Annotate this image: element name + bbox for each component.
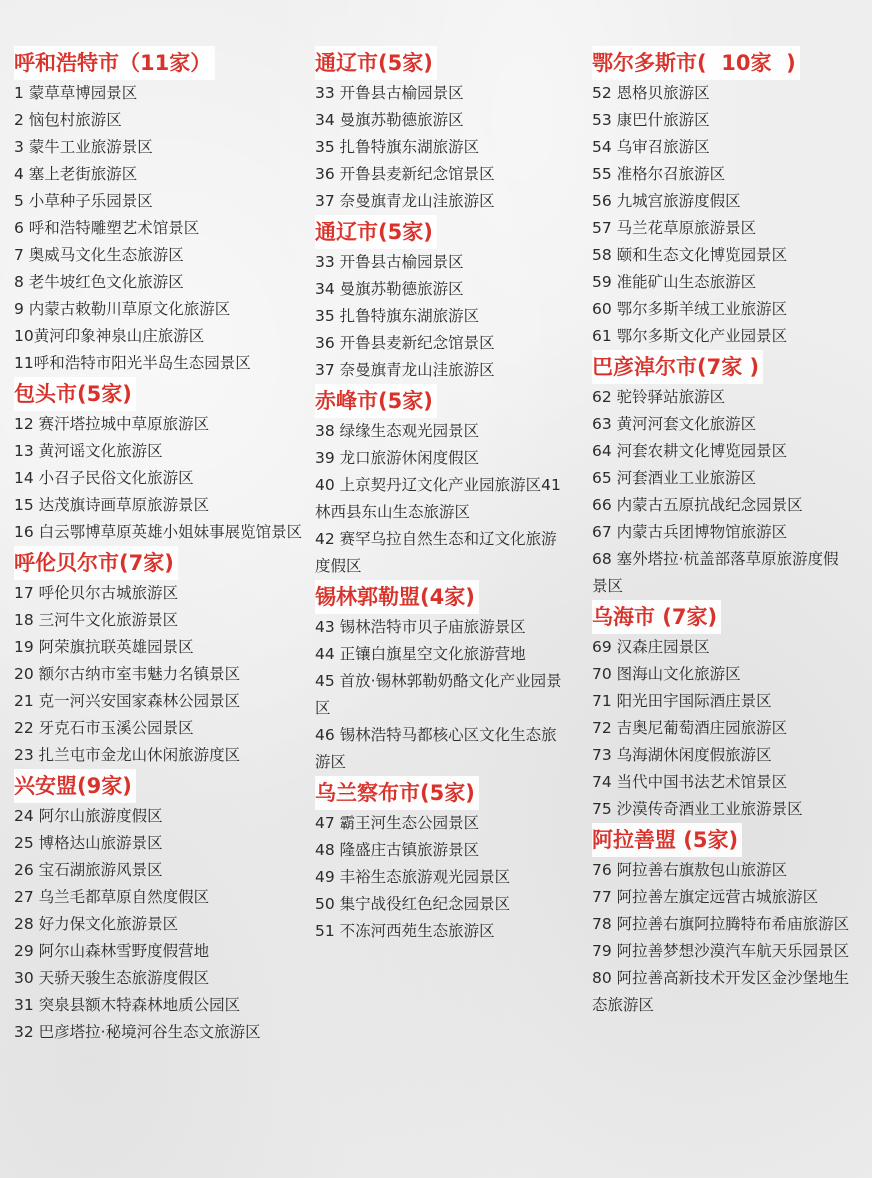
scenic-area-item: 47 霸王河生态公园景区 <box>315 814 480 832</box>
region-title: 乌海市 (7家) <box>592 600 721 634</box>
column-3 <box>592 46 852 1019</box>
region-title: 阿拉善盟 (5家) <box>592 823 742 857</box>
region-title: 包头市(5家) <box>14 377 136 411</box>
scenic-area-item: 75 沙漠传奇酒业工业旅游景区 <box>592 800 803 818</box>
scenic-area-item: 25 博格达山旅游景区 <box>14 834 163 852</box>
region-section <box>315 215 570 384</box>
scenic-area-item: 5 小草种子乐园景区 <box>14 192 153 210</box>
scenic-area-item: 24 阿尔山旅游度假区 <box>14 807 163 825</box>
scenic-area-item: 59 准能矿山生态旅游区 <box>592 273 757 291</box>
scenic-area-item: 20 额尔古纳市室韦魅力名镇景区 <box>14 665 241 683</box>
region-section <box>592 823 852 1019</box>
region-heading <box>14 546 304 580</box>
scenic-area-item: 43 锡林浩特市贝子庙旅游景区 <box>315 618 526 636</box>
scenic-area-item: 16 白云鄂博草原英雄小姐妹事展览馆景区 <box>14 523 303 541</box>
region-heading <box>592 823 852 857</box>
scenic-area-item: 30 天骄天骏生态旅游度假区 <box>14 969 210 987</box>
scenic-area-item: 33 开鲁县古榆园景区 <box>315 253 464 271</box>
scenic-area-item: 36 开鲁县麦新纪念馆景区 <box>315 165 495 183</box>
region-title: 通辽市(5家) <box>315 215 437 249</box>
region-title: 呼伦贝尔市(7家) <box>14 546 178 580</box>
region-title: 巴彦淖尔市(7家 ) <box>592 350 763 384</box>
scenic-area-item: 35 扎鲁特旗东湖旅游区 <box>315 138 480 156</box>
scenic-area-item: 9 内蒙古敕勒川草原文化旅游区 <box>14 300 231 318</box>
region-heading <box>592 600 852 634</box>
scenic-area-item: 34 曼旗苏勒德旅游区 <box>315 280 464 298</box>
region-heading <box>592 350 852 384</box>
scenic-area-item: 18 三河牛文化旅游景区 <box>14 611 179 629</box>
region-heading <box>14 46 304 80</box>
scenic-area-item: 57 马兰花草原旅游景区 <box>592 219 757 237</box>
column-2 <box>315 46 570 945</box>
scenic-area-item: 55 准格尔召旅游区 <box>592 165 726 183</box>
region-section <box>14 546 304 769</box>
scenic-area-item: 21 克一河兴安国家森林公园景区 <box>14 692 241 710</box>
scenic-area-item: 11呼和浩特市阳光半岛生态园景区 <box>14 354 251 372</box>
scenic-area-item: 3 蒙牛工业旅游景区 <box>14 138 153 156</box>
scenic-area-item: 79 阿拉善梦想沙漠汽车航天乐园景区 <box>592 942 850 960</box>
scenic-area-item: 28 好力保文化旅游景区 <box>14 915 179 933</box>
scenic-area-item: 8 老牛坡红色文化旅游区 <box>14 273 184 291</box>
region-section <box>315 384 570 580</box>
scenic-area-item: 70 图海山文化旅游区 <box>592 665 741 683</box>
scenic-area-item: 22 牙克石市玉溪公园景区 <box>14 719 194 737</box>
scenic-area-item: 49 丰裕生态旅游观光园景区 <box>315 868 511 886</box>
scenic-area-item: 23 扎兰屯市金龙山休闲旅游度区 <box>14 746 241 764</box>
scenic-area-item: 74 当代中国书法艺术馆景区 <box>592 773 788 791</box>
region-title: 兴安盟(9家) <box>14 769 136 803</box>
scenic-area-item: 39 龙口旅游休闲度假区 <box>315 449 480 467</box>
region-heading <box>315 46 570 80</box>
scenic-area-item: 19 阿荣旗抗联英雄园景区 <box>14 638 194 656</box>
scenic-area-item: 33 开鲁县古榆园景区 <box>315 84 464 102</box>
column-1 <box>14 46 304 1046</box>
region-heading <box>315 215 570 249</box>
scenic-area-item: 2 恼包村旅游区 <box>14 111 122 129</box>
scenic-area-item: 52 恩格贝旅游区 <box>592 84 710 102</box>
scenic-area-item: 1 蒙草草博园景区 <box>14 84 138 102</box>
scenic-area-item: 64 河套农耕文化博览园景区 <box>592 442 788 460</box>
scenic-area-item: 31 突泉县额木特森林地质公园区 <box>14 996 241 1014</box>
region-section <box>315 776 570 945</box>
region-title: 通辽市(5家) <box>315 46 437 80</box>
region-section <box>14 46 304 377</box>
scenic-area-item: 45 首放·锡林郭勒奶酪文化产业园景区 <box>315 672 562 717</box>
scenic-area-item: 15 达茂旗诗画草原旅游景区 <box>14 496 210 514</box>
region-section <box>592 46 852 350</box>
region-title: 乌兰察布市(5家) <box>315 776 479 810</box>
scenic-area-item: 4 塞上老街旅游区 <box>14 165 138 183</box>
scenic-area-item: 65 河套酒业工业旅游区 <box>592 469 757 487</box>
scenic-area-item: 66 内蒙古五原抗战纪念园景区 <box>592 496 803 514</box>
scenic-area-item: 10黄河印象神泉山庄旅游区 <box>14 327 205 345</box>
scenic-area-item: 34 曼旗苏勒德旅游区 <box>315 111 464 129</box>
scenic-area-item: 51 不冻河西苑生态旅游区 <box>315 922 495 940</box>
scenic-area-item: 14 小召子民俗文化旅游区 <box>14 469 194 487</box>
region-title: 赤峰市(5家) <box>315 384 437 418</box>
region-section <box>14 769 304 1046</box>
region-title: 锡林郭勒盟(4家) <box>315 580 479 614</box>
scenic-area-item: 76 阿拉善右旗敖包山旅游区 <box>592 861 788 879</box>
region-section <box>592 600 852 823</box>
scenic-area-item: 62 驼铃驿站旅游区 <box>592 388 726 406</box>
region-title: 鄂尔多斯市( 10家 ) <box>592 46 800 80</box>
scenic-area-item: 35 扎鲁特旗东湖旅游区 <box>315 307 480 325</box>
scenic-area-item: 67 内蒙古兵团博物馆旅游区 <box>592 523 788 541</box>
region-heading <box>315 580 570 614</box>
scenic-area-item: 77 阿拉善左旗定远营古城旅游区 <box>592 888 819 906</box>
scenic-area-item: 37 奈曼旗青龙山洼旅游区 <box>315 361 495 379</box>
scenic-area-item: 32 巴彦塔拉·秘境河谷生态文旅游区 <box>14 1023 261 1041</box>
scenic-area-item: 73 乌海湖休闲度假旅游区 <box>592 746 772 764</box>
scenic-area-item: 61 鄂尔多斯文化产业园景区 <box>592 327 788 345</box>
scenic-area-item: 26 宝石湖旅游风景区 <box>14 861 163 879</box>
scenic-area-item: 17 呼伦贝尔古城旅游区 <box>14 584 179 602</box>
scenic-area-item: 50 集宁战役红色纪念园景区 <box>315 895 511 913</box>
scenic-area-item: 54 乌审召旅游区 <box>592 138 710 156</box>
scenic-area-item: 63 黄河河套文化旅游区 <box>592 415 757 433</box>
scenic-area-item: 29 阿尔山森林雪野度假营地 <box>14 942 210 960</box>
scenic-area-item: 71 阳光田宇国际酒庄景区 <box>592 692 772 710</box>
scenic-area-item: 7 奥威马文化生态旅游区 <box>14 246 184 264</box>
scenic-area-item: 68 塞外塔拉·杭盖部落草原旅游度假景区 <box>592 550 839 595</box>
region-heading <box>315 384 570 418</box>
region-section <box>315 580 570 776</box>
scenic-area-item: 69 汉森庄园景区 <box>592 638 710 656</box>
region-heading <box>14 377 304 411</box>
region-section <box>315 46 570 215</box>
scenic-area-item: 42 赛罕乌拉自然生态和辽文化旅游度假区 <box>315 530 557 575</box>
region-heading <box>592 46 852 80</box>
region-heading <box>14 769 304 803</box>
scenic-area-item: 80 阿拉善高新技术开发区金沙堡地生态旅游区 <box>592 969 850 1014</box>
region-heading <box>315 776 570 810</box>
scenic-area-item: 13 黄河谣文化旅游区 <box>14 442 163 460</box>
scenic-area-item: 48 隆盛庄古镇旅游景区 <box>315 841 480 859</box>
scenic-area-item: 12 赛汗塔拉城中草原旅游区 <box>14 415 210 433</box>
scenic-area-item: 46 锡林浩特马都核心区文化生态旅游区 <box>315 726 557 771</box>
scenic-area-item: 56 九城宫旅游度假区 <box>592 192 741 210</box>
scenic-area-item: 60 鄂尔多斯羊绒工业旅游区 <box>592 300 788 318</box>
region-title: 呼和浩特市（11家） <box>14 46 215 80</box>
scenic-area-item: 78 阿拉善右旗阿拉腾特布希庙旅游区 <box>592 915 850 933</box>
scenic-area-item: 72 吉奥尼葡萄酒庄园旅游区 <box>592 719 788 737</box>
scenic-area-item: 6 呼和浩特雕塑艺术馆景区 <box>14 219 200 237</box>
scenic-area-item: 58 颐和生态文化博览园景区 <box>592 246 788 264</box>
region-section <box>14 377 304 546</box>
scenic-area-item: 38 绿缘生态观光园景区 <box>315 422 480 440</box>
scenic-area-item: 37 奈曼旗青龙山洼旅游区 <box>315 192 495 210</box>
scenic-area-item: 27 乌兰毛都草原自然度假区 <box>14 888 210 906</box>
scenic-area-item: 44 正镶白旗星空文化旅游营地 <box>315 645 526 663</box>
scenic-area-item: 40 上京契丹辽文化产业园旅游区41 林西县东山生态旅游区 <box>315 476 561 521</box>
scenic-area-item: 36 开鲁县麦新纪念馆景区 <box>315 334 495 352</box>
region-section <box>592 350 852 600</box>
scenic-area-item: 53 康巴什旅游区 <box>592 111 710 129</box>
